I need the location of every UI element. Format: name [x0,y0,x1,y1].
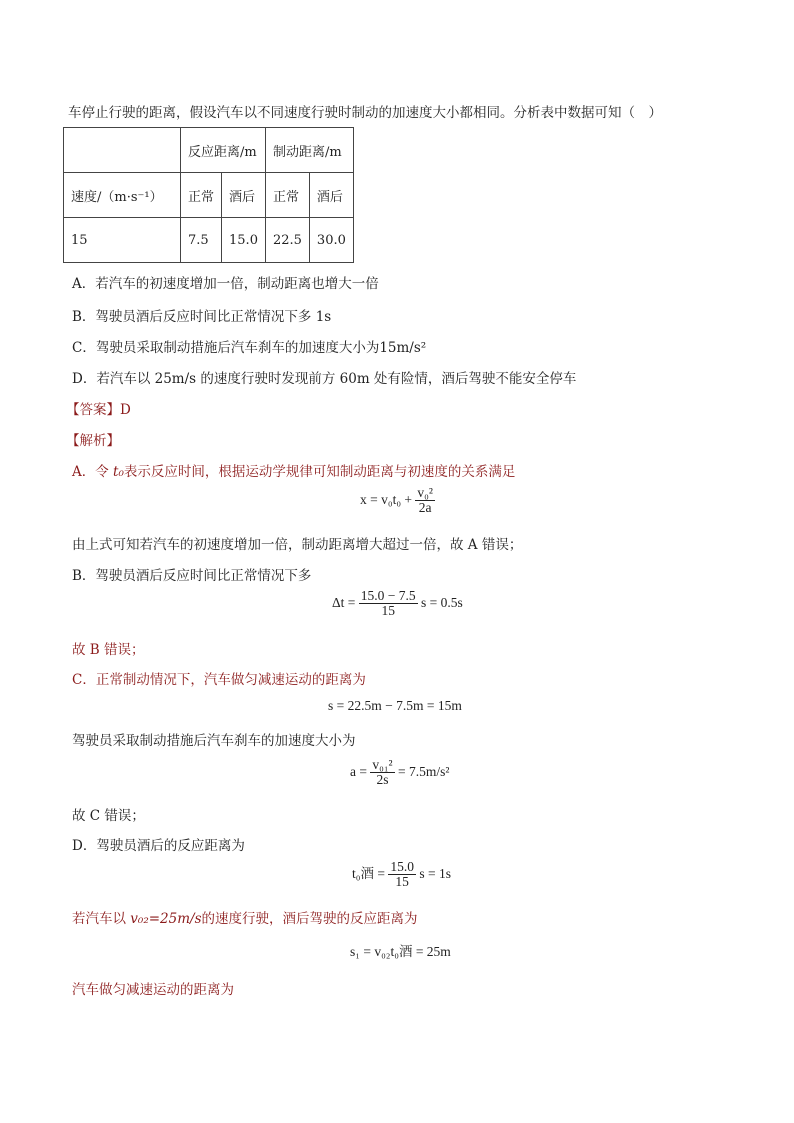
equation-delta-t: Δt = $\frac{15.0 - 7.5}{15}$ s = 0.5s [332,588,463,619]
analysis-d-text: D．驾驶员酒后的反应距离为 [72,838,245,854]
equation-braking-distance: x = v₀t₀ + $\frac{\text{v₀²}}{2a}$ [360,485,433,516]
table-speed-label: 速度/（m·s⁻¹） [64,173,181,218]
analysis-b-text: B．驾驶员酒后反应时间比正常情况下多 [72,568,312,584]
table-header-braking: 制动距离/m [265,128,353,173]
analysis-c-conclusion: 故 C 错误； [72,808,145,824]
analysis-c-text2: 驾驶员采取制动措施后汽车刹车的加速度大小为 [72,733,356,749]
table-cell: 15.0 [222,218,266,263]
data-table [63,127,354,263]
table-cell: 7.5 [181,218,222,263]
equation-reaction-distance: s₁ = v₀₂t₀酒 = 25m [350,944,451,959]
table-sub-drunk: 酒后 [222,173,266,218]
analysis-label: 【解析】 [66,433,120,449]
option-b: B．驾驶员酒后反应时间比正常情况下多 1s [72,309,332,325]
equation-distance: s = 22.5m − 7.5m = 15m [328,698,462,713]
analysis-d-text3: 汽车做匀减速运动的距离为 [72,982,234,998]
table-header-reaction: 反应距离/m [181,128,266,173]
equation-reaction-time: t₀酒 = $\frac{15.0}{15}$ s = 1s [352,859,451,890]
analysis-a-conclusion: 由上式可知若汽车的初速度增加一倍，制动距离增大超过一倍，故 A 错误； [72,537,523,553]
table-sub-normal: 正常 [181,173,222,218]
table-sub-drunk: 酒后 [309,173,353,218]
table-cell: 15 [64,218,181,263]
question-stem: 车停止行驶的距离，假设汽车以不同速度行驶时制动的加速度大小都相同。分析表中数据可知（ ） [68,105,662,121]
analysis-d-text2: 若汽车以 v₀₂=25m/s的速度行驶，酒后驾驶的反应距离为 [72,911,418,927]
analysis-c-text: C．正常制动情况下，汽车做匀减速运动的距离为 [72,672,366,688]
option-a: A．若汽车的初速度增加一倍，制动距离也增大一倍 [72,276,379,292]
table-corner-cell [64,128,181,173]
option-c: C．驾驶员采取制动措施后汽车刹车的加速度大小为15m/s² [72,340,427,356]
table-sub-normal: 正常 [265,173,309,218]
analysis-a-text: A．令 t₀表示反应时间，根据运动学规律可知制动距离与初速度的关系满足 [72,464,516,480]
analysis-b-conclusion: 故 B 错误； [72,642,145,658]
answer-label: 【答案】D [66,402,131,418]
equation-acceleration: a = $\frac{\text{v₀₁²}}{2s}$ = 7.5m/s² [350,757,450,788]
table-cell: 22.5 [265,218,309,263]
table-cell: 30.0 [309,218,353,263]
option-d: D．若汽车以 25m/s 的速度行驶时发现前方 60m 处有险情，酒后驾驶不能安全停车 [72,371,577,387]
